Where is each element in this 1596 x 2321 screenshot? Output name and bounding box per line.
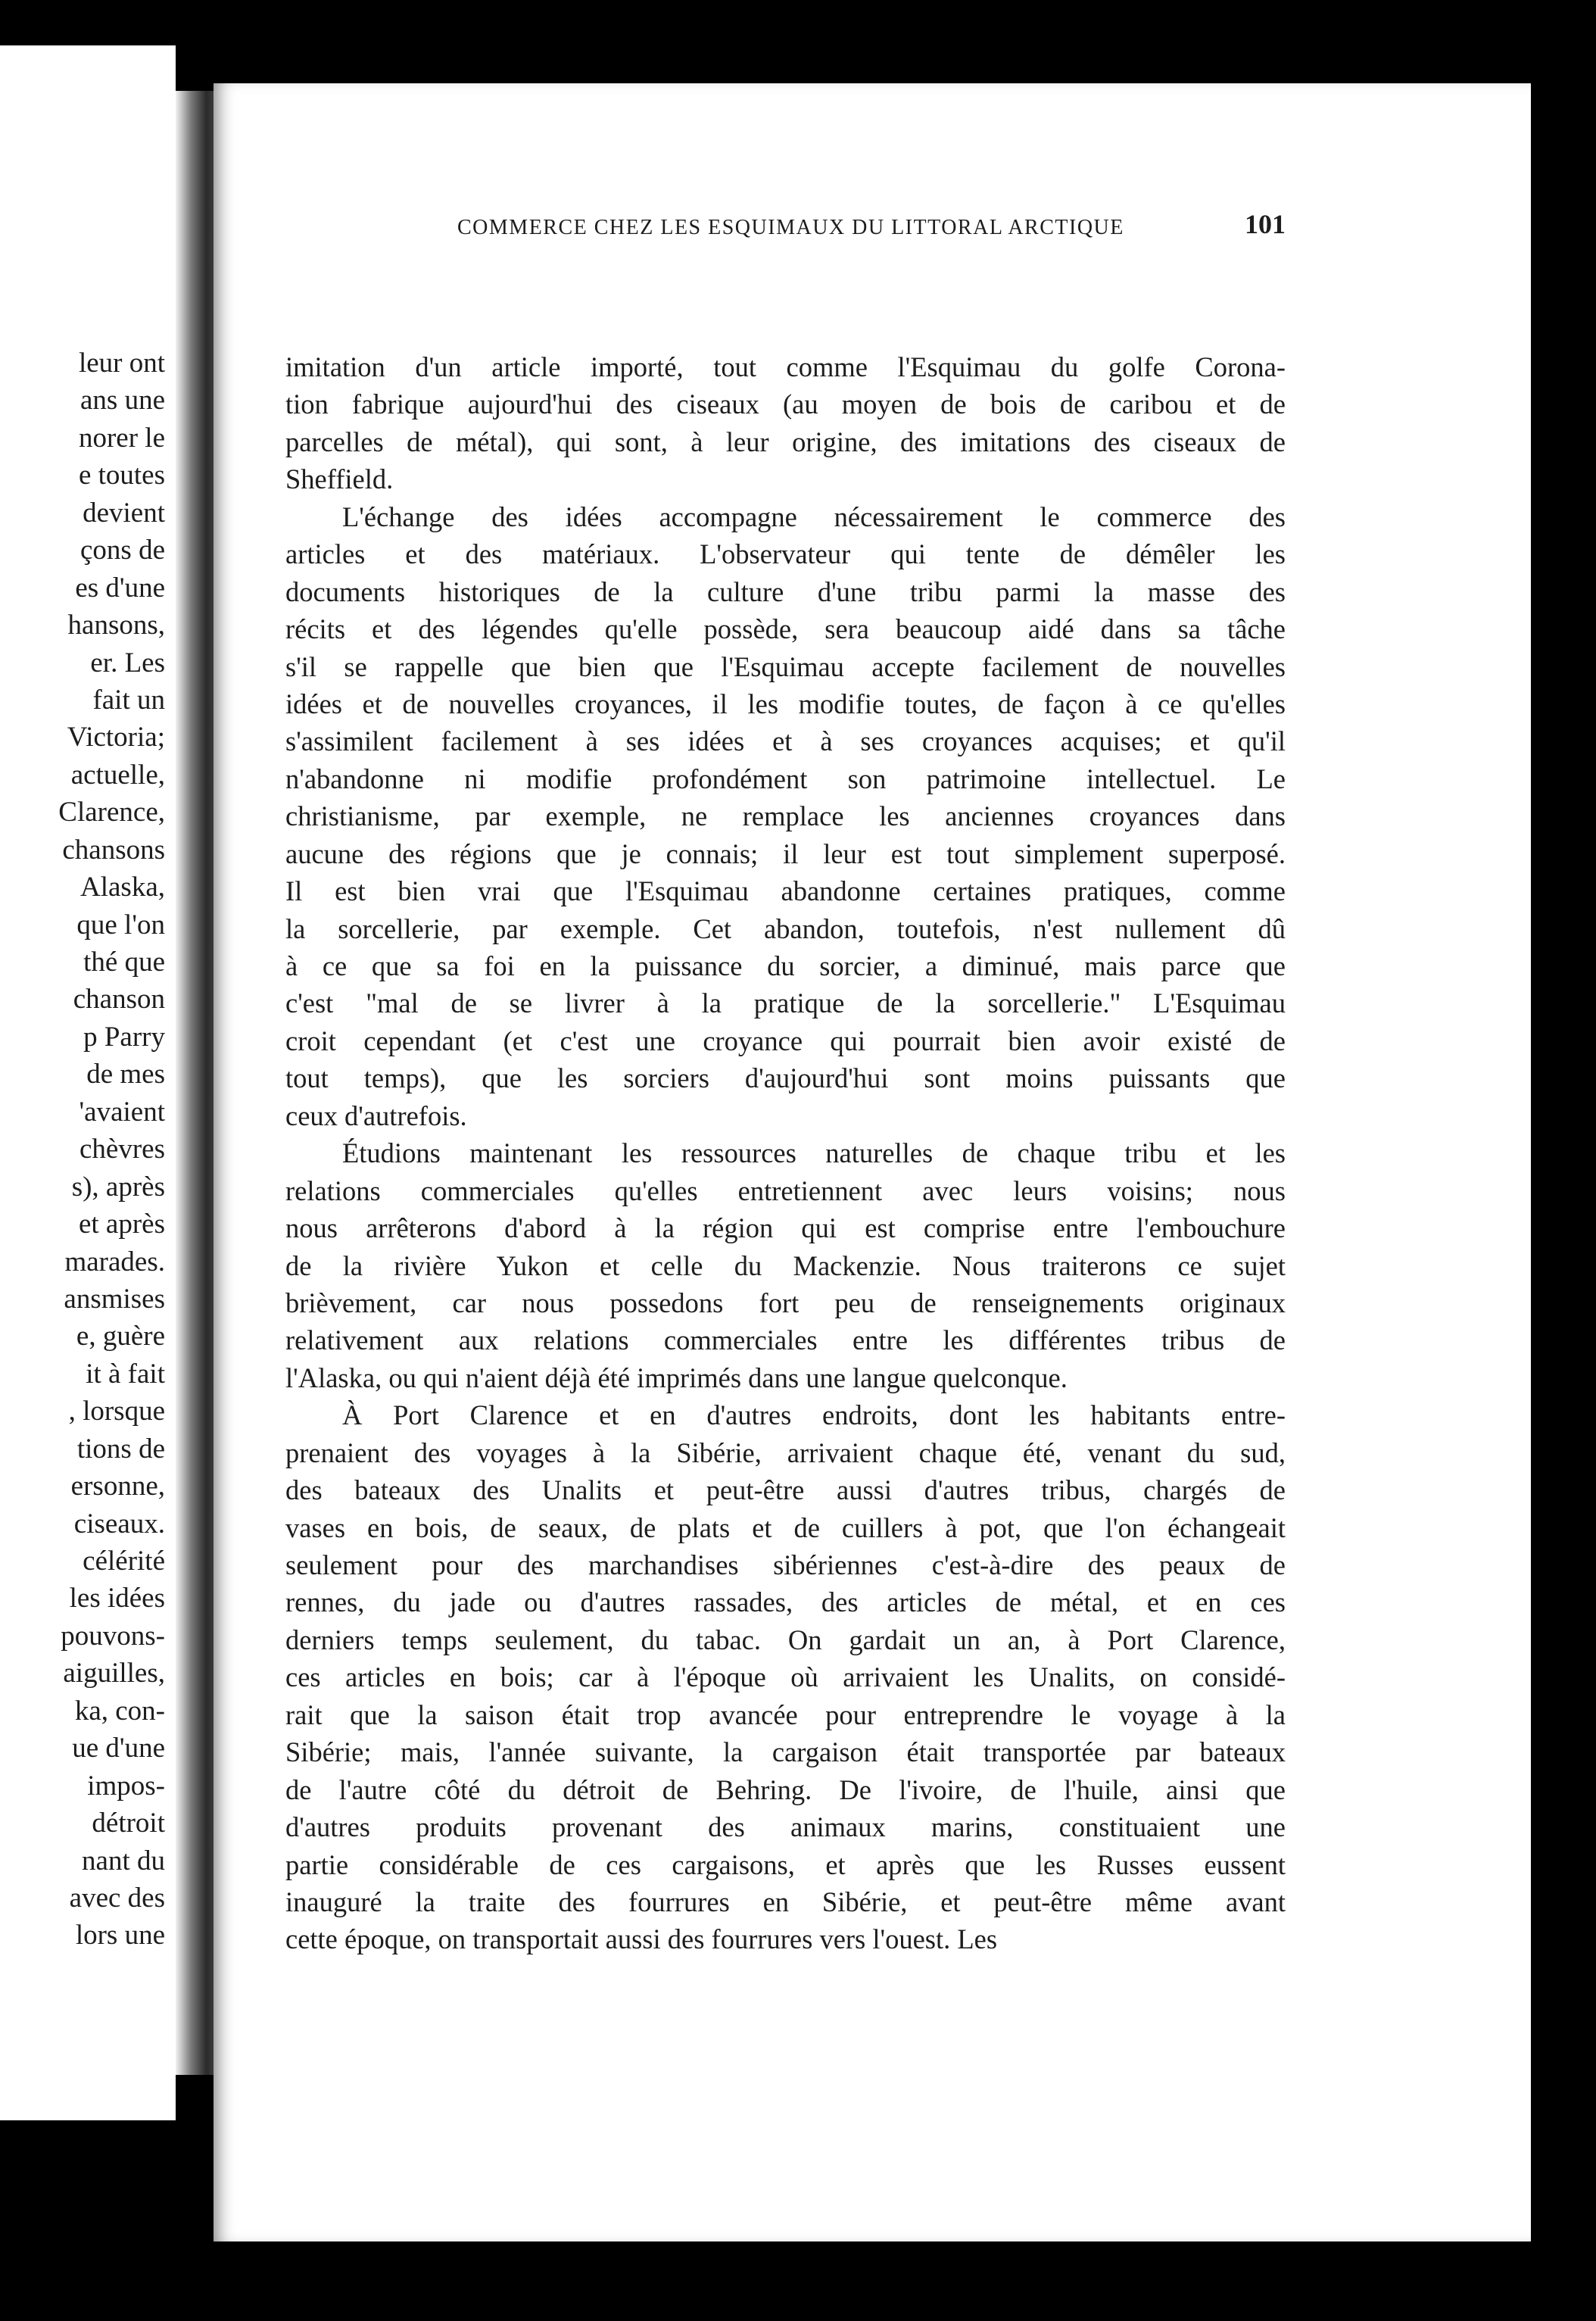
facing-page-line: actuelle, [70,759,165,791]
text-line: idées et de nouvelles croyances, il les modifie toutes, de façon à ce qu'elles [285,688,1286,719]
text-line: aucune des régions que je connais; il leur est tout simplement superposé. [285,838,1286,869]
text-line: prenaient des voyages à la Sibérie, arrivaient chaque été, venant du sud, [285,1437,1286,1468]
paragraph [285,348,1286,498]
text-line: n'abandonne ni modifie profondément son patrimoine intellectuel. Le [285,763,1286,794]
text-line: tion fabrique aujourd'hui des ciseaux (au moyen de bois de caribou et de [285,388,1286,420]
text-line: tout temps), que les sorciers d'aujourd'hui sont moins puissants que [285,1062,1286,1094]
facing-page-line: chanson [73,984,165,1015]
paragraph [285,498,1286,1134]
text-line: vases en bois, de seaux, de plats et de cuillers à pot, que l'on échangeait [285,1511,1286,1543]
text-line: la sorcellerie, par exemple. Cet abandon, toutefois, n'est nullement dû [285,912,1286,944]
facing-page-line: chansons [62,834,165,866]
text-line: imitation d'un article importé, tout comme l'Esquimau du golfe Corona- [285,351,1286,382]
facing-page-line: détroit [92,1808,165,1839]
text-line: d'autres produits provenant des animaux marins, constituaient une [285,1811,1286,1843]
facing-page-line: leur ont [78,348,165,379]
text-line: c'est "mal de se livrer à la pratique de la sorcellerie." L'Esquimau [285,987,1286,1019]
facing-page-line: fait un [92,684,165,716]
facing-page-line: çons de [80,535,165,566]
facing-page-line: devient [83,497,165,529]
text-line: christianisme, par exemple, ne remplace les anciennes croyances dans [285,800,1286,832]
text-line: cette époque, on transportait aussi des fourrures vers l'ouest. Les [285,1923,998,1955]
facing-page-line: hansons, [67,610,165,641]
text-line: nous arrêterons d'abord à la région qui est comprise entre l'embouchure [285,1212,1286,1244]
text-line: de l'autre côté du détroit de Behring. De l'ivoire, de l'huile, ainsi que [285,1774,1286,1805]
facing-page-line: avec des [69,1882,165,1914]
text-line: des bateaux des Unalits et peut-être aussi d'autres tribus, chargés de [285,1474,1286,1506]
body-text [285,348,1286,1958]
paragraph [285,1396,1286,1958]
text-line: relations commerciales qu'elles entretiennent avec leurs voisins; nous [285,1175,1286,1206]
text-line: seulement pour des marchandises sibériennes c'est-à-dire des peaux de [285,1549,1286,1580]
facing-page-line: ans une [80,385,165,416]
text-line: croit cependant (et c'est une croyance qui pourrait bien avoir existé de [285,1025,1286,1056]
text-line: ces articles en bois; car à l'époque où arrivaient les Unalits, on considé- [285,1661,1286,1693]
facing-page-text [0,345,165,1954]
facing-page-line: it à fait [86,1358,165,1390]
facing-page-line: e toutes [78,460,165,491]
facing-page-line: Clarence, [58,797,165,828]
text-line: Étudions maintenant les ressources naturelles de chaque tribu et les [342,1137,1286,1169]
facing-page-line: chèvres [79,1134,165,1165]
facing-page-line: Alaska, [80,872,165,903]
running-title: COMMERCE CHEZ LES ESQUIMAUX DU LITTORAL ARCTIQUE [457,216,1124,239]
facing-page-line: s), après [71,1171,165,1203]
page-number: 101 [1245,209,1286,239]
facing-page-line: ka, con- [74,1695,165,1727]
text-line: rennes, du jade ou d'autres rassades, des articles de métal, et en ces [285,1586,1286,1618]
facing-page-line: Victoria; [67,722,165,753]
facing-page-line: et après [78,1209,165,1240]
text-line: derniers temps seulement, du tabac. On gardait un an, à Port Clarence, [285,1624,1286,1655]
facing-page-line: célérité [83,1546,165,1577]
text-line: Il est bien vrai que l'Esquimau abandonne certaines pratiques, comme [285,875,1286,907]
facing-page-line: de mes [86,1059,165,1090]
facing-page-line: impos- [87,1770,165,1802]
facing-page-line: que l'on [76,909,165,941]
facing-page-line: , lorsque [68,1396,165,1427]
facing-page-line: norer le [78,422,165,454]
running-head [242,208,1286,254]
facing-page-line: ue d'une [72,1733,165,1764]
facing-page-line: thé que [83,947,165,978]
text-line: s'assimilent facilement à ses idées et à ses croyances acquises; et qu'il [285,725,1286,757]
facing-page-line: e, guère [76,1321,165,1352]
facing-page-line: marades. [64,1246,165,1277]
text-line: rait que la saison était trop avancée pour entreprendre le voyage à la [285,1699,1286,1730]
text-line: parcelles de métal), qui sont, à leur origine, des imitations des ciseaux de [285,426,1286,457]
facing-page-line: ciseaux. [73,1508,165,1540]
text-line: documents historiques de la culture d'une tribu parmi la masse des [285,576,1286,607]
facing-page-line: er. Les [90,647,165,679]
facing-page [0,45,176,2120]
text-line: Sibérie; mais, l'année suivante, la cargaison était transportée par bateaux [285,1736,1286,1768]
facing-page-line: aiguilles, [63,1658,165,1689]
facing-page-line: les idées [69,1583,165,1614]
text-line: s'il se rappelle que bien que l'Esquimau accepte facilement de nouvelles [285,650,1286,682]
text-line: brièvement, car nous possedons fort peu de renseignements originaux [285,1287,1286,1318]
text-line: l'Alaska, ou qui n'aient déjà été imprimés dans une langue quelconque. [285,1362,1068,1393]
text-line: L'échange des idées accompagne nécessairement le commerce des [342,501,1286,532]
facing-page-line: p Parry [83,1021,165,1053]
facing-page-line: ersonne, [70,1471,165,1502]
text-line: ceux d'autrefois. [285,1100,467,1131]
facing-page-line: pouvons- [61,1620,165,1652]
facing-page-line: 'avaient [79,1096,165,1128]
text-line: récits et des légendes qu'elle possède, sera beaucoup aidé dans sa tâche [285,613,1286,645]
text-line: à ce que sa foi en la puissance du sorcier, a diminué, mais parce que [285,950,1286,981]
paragraph [285,1134,1286,1396]
facing-page-line: es d'une [75,572,165,604]
text-line: de la rivière Yukon et celle du Mackenzie. Nous traiterons ce sujet [285,1249,1286,1281]
facing-page-line: lors une [75,1920,165,1951]
text-line: relativement aux relations commerciales entre les différentes tribus de [285,1324,1286,1356]
text-line: partie considérable de ces cargaisons, et après que les Russes eussent [285,1848,1286,1880]
text-line: articles et des matériaux. L'observateur qui tente de démêler les [285,538,1286,570]
facing-page-line: nant du [82,1845,165,1876]
facing-page-line: tions de [76,1433,165,1465]
facing-page-line: ansmises [64,1283,165,1315]
text-line: À Port Clarence et en d'autres endroits, dont les habitants entre- [342,1399,1286,1431]
text-line: inauguré la traite des fourrures en Sibérie, et peut-être même avant [285,1886,1286,1917]
text-line: Sheffield. [285,463,394,495]
